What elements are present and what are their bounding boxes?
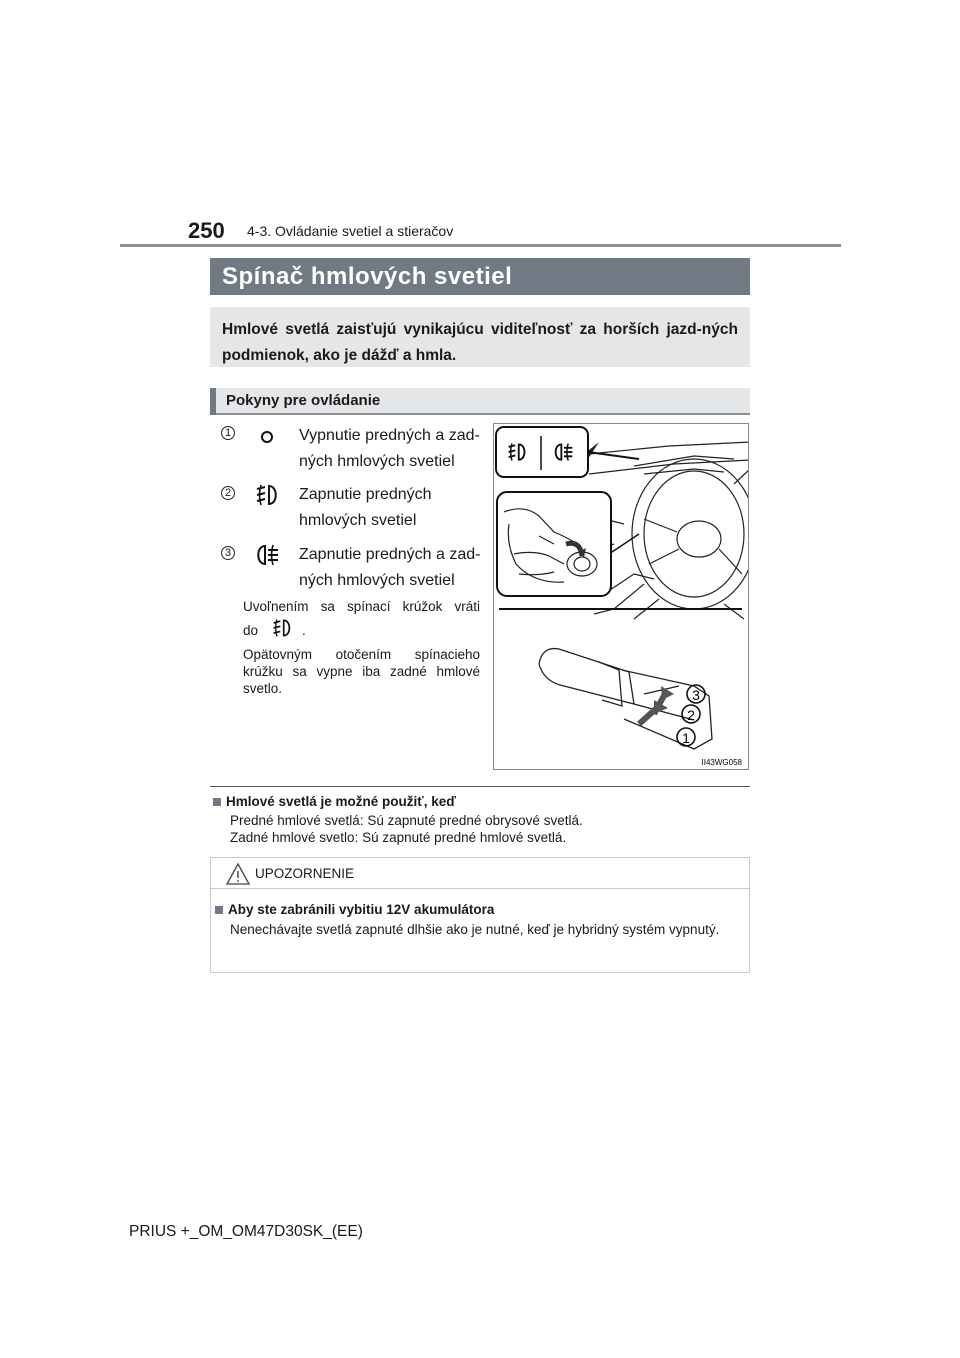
chapter-title: 4-3. Ovládanie svetiel a stieračov — [247, 223, 454, 239]
warning-body: Nenechávajte svetlá zapnuté dlhšie ako je nutné, keď je hybridný systém vypnutý. — [230, 922, 720, 937]
conditions-rule — [210, 786, 750, 787]
subsection-accent — [210, 388, 216, 415]
item-number-1: 1 — [221, 426, 235, 440]
item-2-line2: hmlových svetiel — [299, 512, 417, 529]
diagram-drawing — [494, 424, 749, 770]
conditions-front: Predné hmlové svetlá: Sú zapnuté predné obrysové svetlá. — [230, 813, 583, 828]
item-number-3: 3 — [221, 546, 235, 560]
item-3-line1: Zapnutie predných a zad- — [299, 546, 481, 563]
section-title-bar — [210, 258, 750, 295]
diagram-callout-3: 3 — [692, 687, 700, 703]
note-turn-again: Opätovným otočením spínacieho krúžku sa vypne iba zadné hmlové svetlo. — [243, 647, 480, 696]
conditions-rear: Zadné hmlové svetlo: Sú zapnuté predné hmlové svetlá. — [230, 830, 567, 845]
fog-off-icon — [256, 426, 278, 448]
item-1-line2: ných hmlových svetiel — [299, 453, 455, 470]
note-release-c: . — [302, 623, 306, 638]
subsection-bar — [210, 388, 750, 415]
bullet-square-icon — [213, 798, 221, 806]
front-fog-icon — [254, 482, 280, 508]
front-fog-inline-icon — [270, 617, 294, 639]
warning-heading-text: Aby ste zabránili vybitiu 12V akumulátora — [228, 902, 495, 917]
diagram-image-code: II43WG058 — [701, 758, 742, 767]
fog-switch-diagram — [493, 423, 749, 770]
subsection-title: Pokyny pre ovládanie — [226, 392, 381, 409]
warning-triangle-icon — [225, 862, 251, 886]
section-title: Spínač hmlových svetiel — [222, 263, 513, 290]
warning-header — [211, 858, 749, 889]
diagram-callout-2: 2 — [687, 707, 695, 723]
header-rule — [120, 244, 841, 247]
note-release-a: Uvoľnením sa spínací krúžok vráti — [243, 599, 480, 614]
warning-title: UPOZORNENIE — [255, 866, 355, 881]
warning-heading — [215, 902, 494, 917]
footer-code: PRIUS +_OM_OM47D30SK_(EE) — [129, 1223, 363, 1240]
warning-box — [210, 857, 750, 973]
item-number-2: 2 — [221, 486, 235, 500]
rear-fog-icon — [254, 542, 280, 568]
note-release-b: do — [243, 623, 259, 638]
item-3-line2: ných hmlových svetiel — [299, 572, 455, 589]
page-number: 250 — [188, 218, 225, 243]
conditions-heading-text: Hmlové svetlá je možné použiť, keď — [226, 794, 456, 809]
diagram-callout-1: 1 — [682, 730, 690, 746]
conditions-heading — [213, 794, 456, 809]
intro-box — [210, 307, 750, 367]
item-2-line1: Zapnutie predných — [299, 486, 432, 503]
item-1-line1: Vypnutie predných a zad- — [299, 427, 480, 444]
bullet-square-icon — [215, 906, 223, 914]
intro-text: Hmlové svetlá zaisťujú vynikajúcu viditeľnosť za horších jazd-ných podmienok, ako je dážď a hmla. — [222, 321, 738, 364]
